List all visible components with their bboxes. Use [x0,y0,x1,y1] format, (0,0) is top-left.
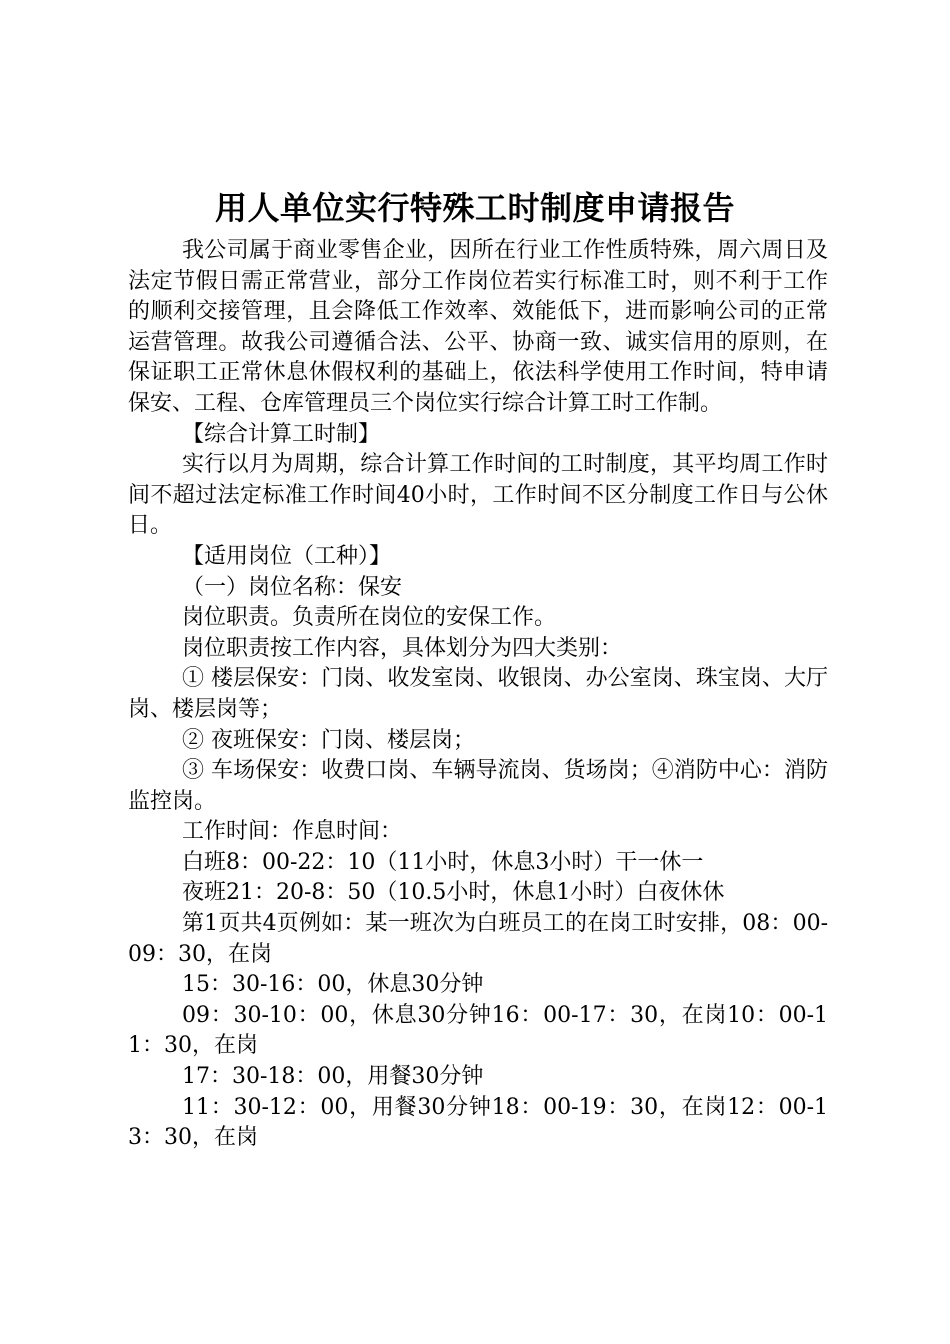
paragraph-position-duty: 岗位职责。负责所在岗位的安保工作。 [182,605,557,631]
paragraph-comprehensive-hours: 实行以月为周期，综合计算工作时间的工时制度，其平均周工作时间不超过法定标准工作时间40小时，工作时间不区分制度工作日与公休日。 [128,452,828,539]
list-item-parking-security: ③ 车场保安：收费口岗、车辆导流岗、货场岗；④消防中心：消防监控岗。 [128,758,828,814]
page-title: 用人单位实行特殊工时制度申请报告 [214,189,735,227]
paragraph-schedule-line-2: 09：30-10：00，休息30分钟16：00-17：30，在岗10：00-11：30，在岗 [128,1002,828,1059]
paragraph-schedule-line-3: 17：30-18：00，用餐30分钟 [182,1064,484,1090]
paragraph-day-shift: 白班8：00-22：10（11小时，休息3小时）干一休一 [182,849,704,875]
paragraph-duty-categories: 岗位职责按工作内容，具体划分为四大类别： [182,635,623,661]
list-item-floor-security: ① 楼层保安：门岗、收发室岗、收银岗、办公室岗、珠宝岗、大厅岗、楼层岗等； [128,666,828,722]
paragraph-schedule-example: 第1页共4页例如：某一班次为白班员工的在岗工时安排，08：00-09：30，在岗 [128,911,828,967]
list-item-night-security: ② 夜班保安：门岗、楼层岗； [182,727,475,753]
paragraph-schedule-line-1: 15：30-16：00，休息30分钟 [182,972,484,998]
paragraph-schedule-line-4: 11：30-12：00，用餐30分钟18：00-19：30，在岗12：00-13：30，在岗 [128,1094,828,1151]
paragraph-intro: 我公司属于商业零售企业，因所在行业工作性质特殊，周六周日及法定节假日需正常营业，部分工作岗位若实行标准工时，则不利于工作的顺利交接管理，且会降低工作效率、效能低下，进而影响公司的正常运营管理。故我公司遵循合法、公平、协商一致、诚实信用的原则，在保证职工正常休息休假权利的基础上，依法科学使用工作时间，特申请保安、工程、仓库管理员三个岗位实行综合计算工时工作制。 [128,238,828,416]
section-heading-comprehensive-hours: 【综合计算工时制】 [182,421,381,447]
paragraph-work-time: 工作时间：作息时间： [182,819,403,845]
section-heading-applicable-positions: 【适用岗位（工种）】 [182,543,392,569]
paragraph-position-name: （一）岗位名称：保安 [182,574,403,600]
paragraph-night-shift: 夜班21：20-8：50（10.5小时，休息1小时）白夜休休 [182,880,725,906]
document-body [128,236,828,1154]
